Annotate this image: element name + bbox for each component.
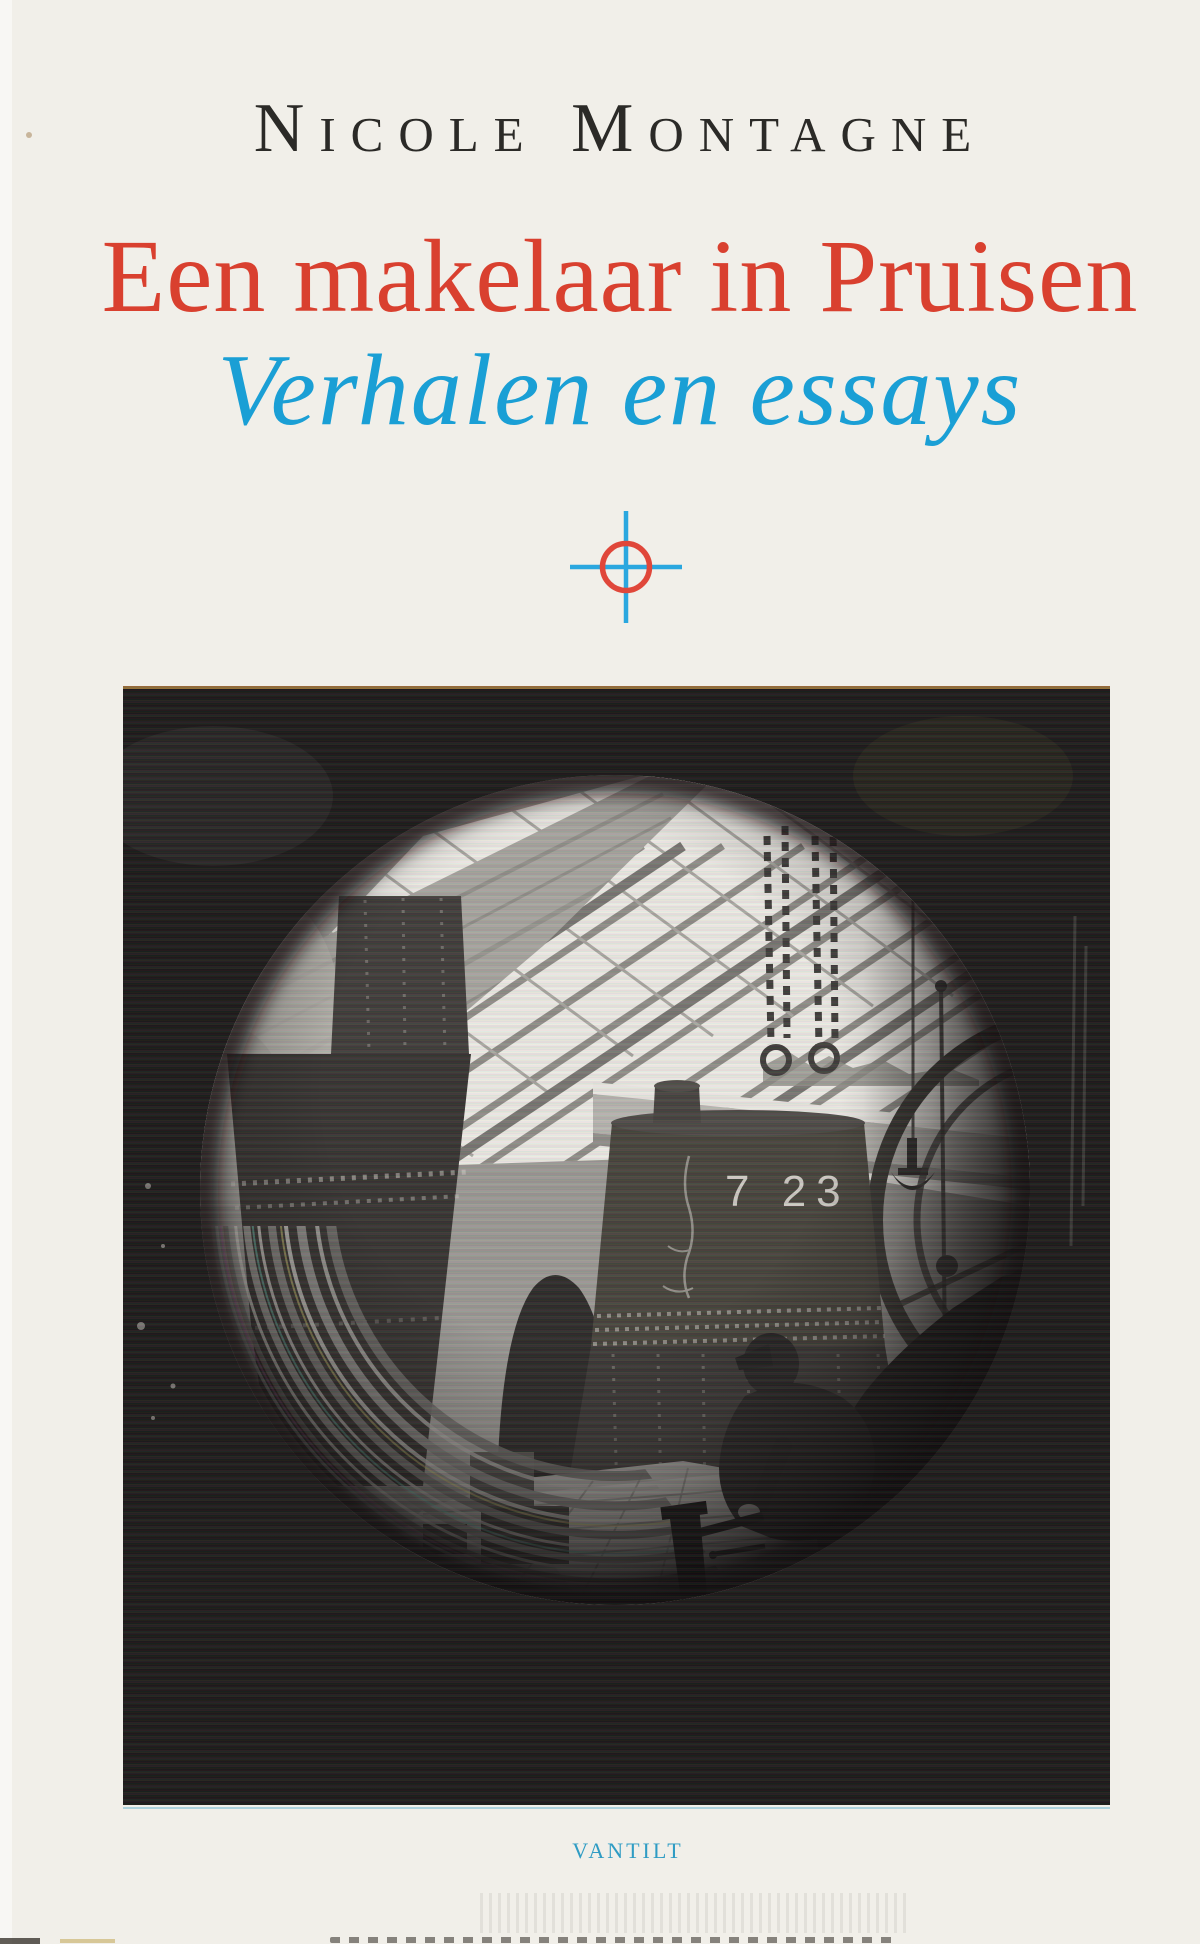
scan-bottom-yellow-mark (60, 1939, 115, 1943)
photo-illustration (123, 686, 1110, 1805)
author-name: Nicole Montagne (253, 90, 987, 167)
book-title: Een makelaar in Pruisen (101, 219, 1139, 334)
cover-photograph (123, 686, 1110, 1805)
publisher-logo-text: VANTILT (572, 1838, 684, 1863)
scan-edge-highlight (0, 0, 12, 1944)
vignette (199, 774, 1031, 1606)
registration-mark-icon (570, 511, 682, 623)
scan-bottom-streaks (480, 1893, 910, 1933)
scan-bottom-corner-mark (0, 1938, 40, 1944)
book-subtitle: Verhalen en essays (217, 334, 1023, 447)
scan-bottom-dashes (330, 1937, 900, 1943)
scan-artifact-line (123, 1807, 1110, 1809)
surround-mottle-right (853, 716, 1073, 836)
scan-top-edge-line (123, 686, 1110, 689)
